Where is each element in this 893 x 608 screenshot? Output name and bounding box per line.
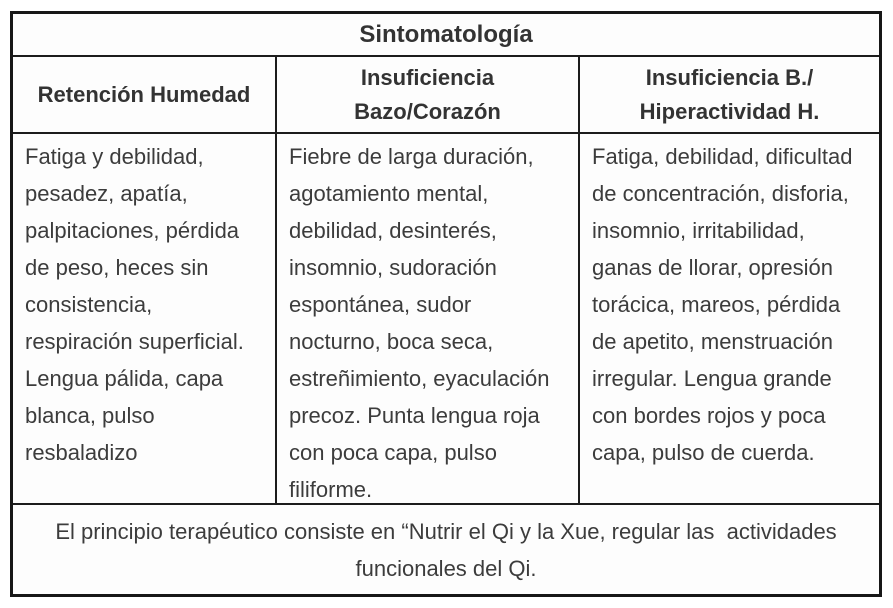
symptoms-cell-retencion-humedad: Fatiga y debilidad, pesadez, apatía, palpitaciones, pérdida de peso, heces sin consistencia, respiración superficial. Lengua pálida, capa blanca, pulso resbaladizo bbox=[13, 134, 277, 505]
symptoms-cell-insuficiencia-bazo-corazon: Fiebre de larga duración, agotamiento mental, debilidad, desinterés, insomnio, sudoración espontánea, sudor nocturno, boca seca, estreñimiento, eyaculación precoz. Punta lengua roja con poca capa, pulso filiforme. bbox=[277, 134, 580, 505]
therapeutic-principle-footer bbox=[13, 505, 879, 594]
header-line: Bazo/Corazón bbox=[354, 98, 501, 124]
header-line: Retención Humedad bbox=[37, 81, 251, 107]
header-line: Insuficiencia B./ bbox=[645, 64, 814, 90]
column-header-insuficiencia-bazo-corazon bbox=[277, 57, 580, 134]
symptoms-cell-insuficiencia-b-hiperactividad-h: Fatiga, debilidad, dificultad de concentración, disforia, insomnio, irritabilidad, ganas de llorar, opresión torácica, mareos, pérdida de apetito, menstruación irregular. Lengua grande con bordes rojos y poca capa, pulso de cuerda. bbox=[580, 134, 879, 505]
symptomatology-table bbox=[10, 11, 882, 597]
table-title: Sintomatología bbox=[13, 14, 879, 57]
column-header-retencion-humedad bbox=[13, 57, 277, 134]
header-line: Insuficiencia bbox=[360, 64, 495, 90]
column-header-insuficiencia-b-hiperactividad-h bbox=[580, 57, 879, 134]
footer-text-line: El principio terapéutico consiste en “Nutrir el Qi y la Xue, regular las actividades bbox=[55, 518, 837, 544]
footer-text-line: funcionales del Qi. bbox=[355, 555, 537, 581]
header-line: Hiperactividad H. bbox=[639, 98, 820, 124]
